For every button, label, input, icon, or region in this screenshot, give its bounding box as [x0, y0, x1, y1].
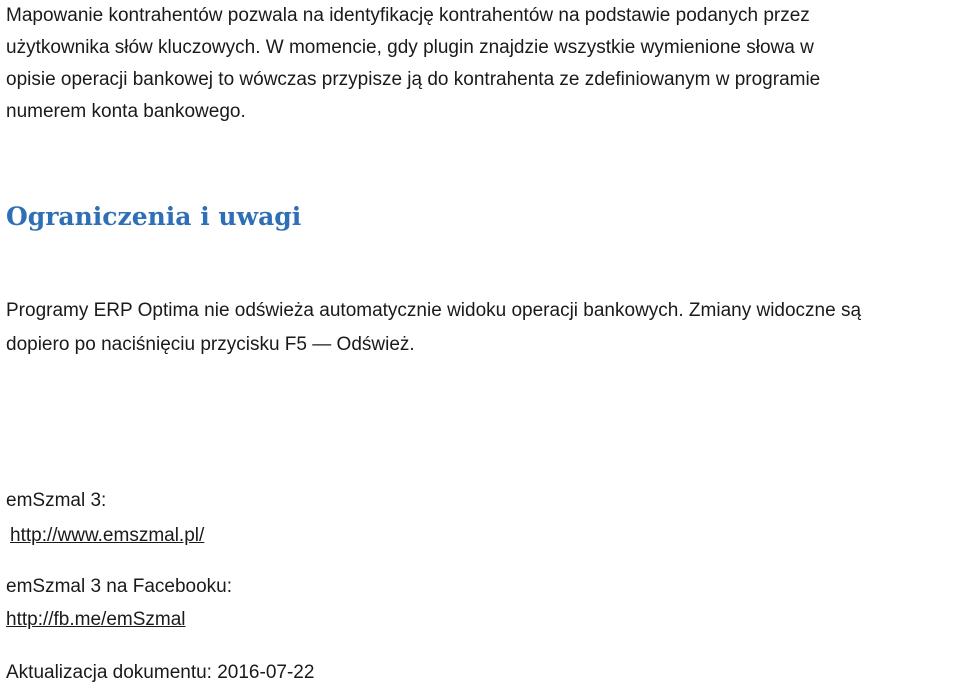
document-update-date: Aktualizacja dokumentu: 2016-07-22	[6, 662, 315, 683]
facebook-label: emSzmal 3 na Facebooku:	[6, 576, 233, 597]
intro-line: numerem konta bankowego.	[6, 101, 246, 122]
emszmal3-label: emSzmal 3:	[6, 490, 107, 511]
intro-paragraph	[6, 0, 956, 128]
limits-paragraph	[6, 294, 958, 362]
facebook-link[interactable]: http://fb.me/emSzmal	[6, 609, 186, 630]
section-heading-limits: Ograniczenia i uwagi	[6, 202, 302, 231]
emszmal3-link[interactable]: http://www.emszmal.pl/	[10, 525, 205, 546]
intro-line: użytkownika słów kluczowych. W momencie, gdy plugin znajdzie wszystkie wymienione słowa w	[6, 37, 814, 58]
intro-line: opisie operacji bankowej to wówczas przypisze ją do kontrahenta ze zdefiniowanym w programie	[6, 69, 821, 90]
limits-line: dopiero po naciśnięciu przycisku F5 — Odśwież.	[6, 334, 415, 355]
limits-line: Programy ERP Optima nie odświeża automatycznie widoku operacji bankowych. Zmiany widoczne są	[6, 300, 862, 321]
intro-line: Mapowanie kontrahentów pozwala na identyfikację kontrahentów na podstawie podanych przez	[6, 5, 810, 26]
